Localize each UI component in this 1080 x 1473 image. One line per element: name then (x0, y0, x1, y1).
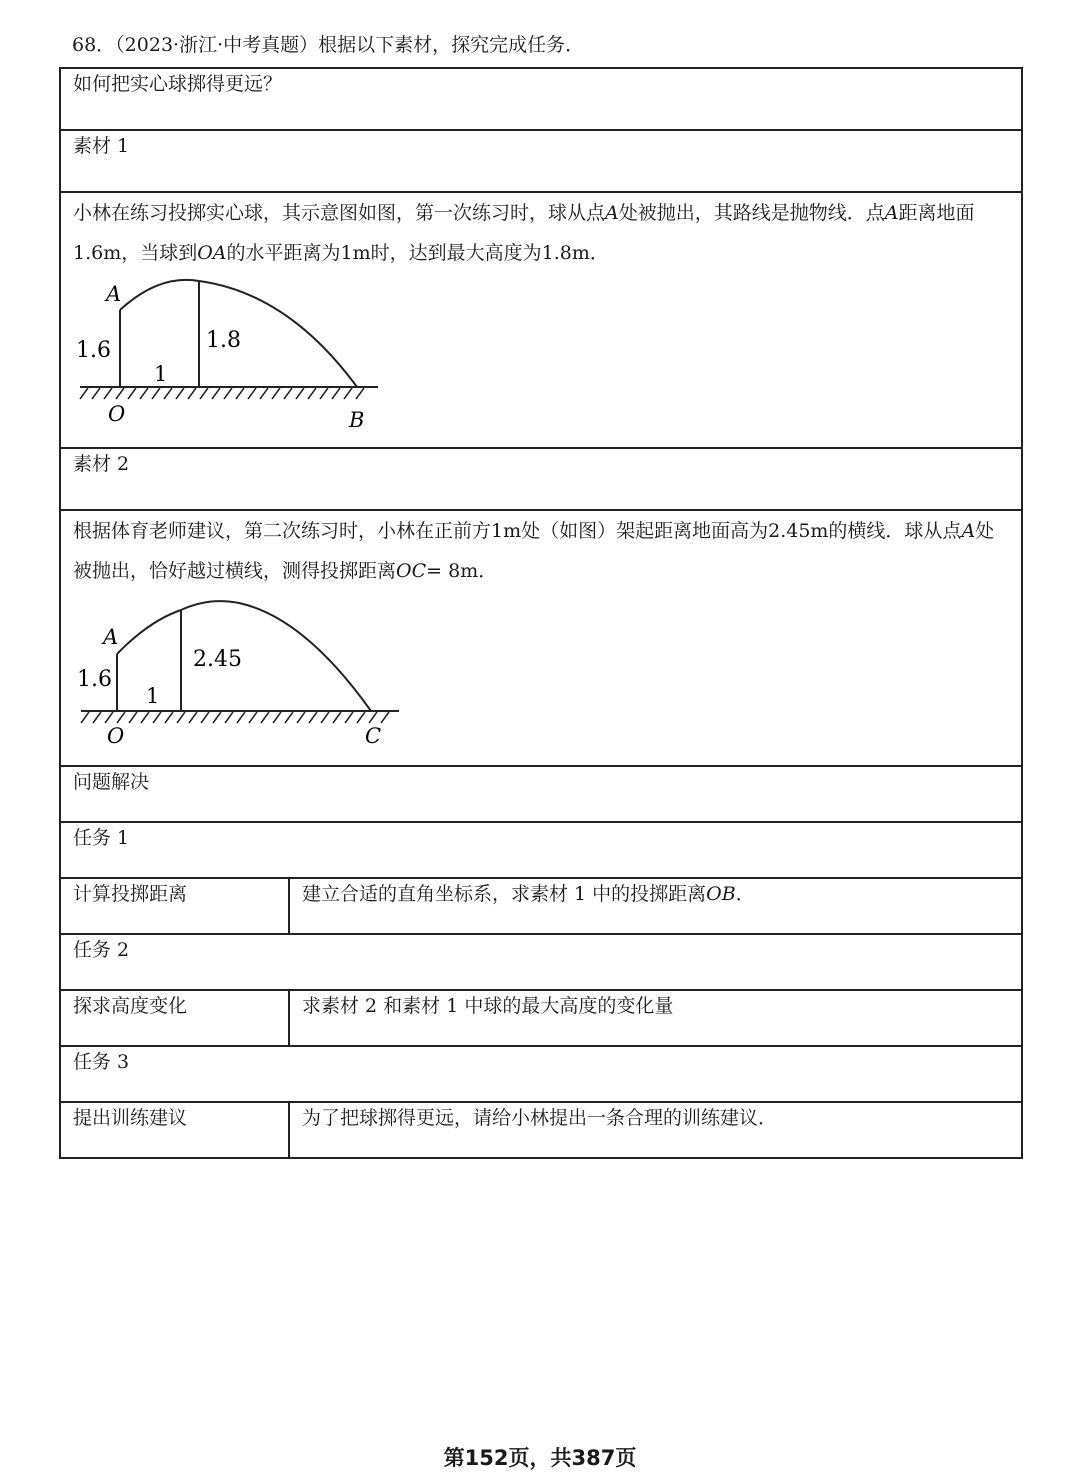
label-height-OA: 1.6 (76, 338, 111, 363)
material1-row (60, 192, 1022, 448)
task2-title: 任务 2 (60, 934, 1022, 990)
task2-row (60, 990, 1022, 1046)
task3-desc: 为了把球掷得更远，请给小林提出一条合理的训练建议． (289, 1102, 1022, 1158)
material1-header-row (60, 130, 1022, 192)
task2-name: 探求高度变化 (60, 990, 289, 1046)
material2-header-row (60, 448, 1022, 510)
task3-header-row (60, 1046, 1022, 1102)
task2-desc: 求素材 2 和素材 1 中球的最大高度的变化量 (289, 990, 1022, 1046)
material2-title: 素材 2 (60, 448, 1022, 510)
label-height-OA: 1.6 (77, 667, 112, 692)
label-horizontal: 1 (146, 684, 160, 708)
label-B: B (349, 408, 365, 432)
question-text: 如何把实心球掷得更远？ (60, 68, 1022, 130)
label-A: A (103, 625, 119, 649)
material2-text: 根据体育老师建议，第二次练习时，小林在正前方1m处（如图）架起距离地面高为2.45m的横线．球从点A处被抛出，恰好越过横线，测得投掷距离OC= 8m． (73, 520, 995, 582)
solve-header-row (60, 766, 1022, 822)
page-footer: 第152页，共387页 (443, 1446, 637, 1470)
ground-hatching (81, 712, 389, 723)
question-row (60, 68, 1022, 130)
task3-name: 提出训练建议 (60, 1102, 289, 1158)
task1-desc: 建立合适的直角坐标系，求素材 1 中的投掷距离OB． (289, 878, 1022, 934)
ground-hatching (80, 388, 364, 399)
material1-title: 素材 1 (60, 130, 1022, 192)
task-table (59, 67, 1023, 1159)
task2-header-row (60, 934, 1022, 990)
label-C: C (365, 724, 382, 748)
label-O: O (108, 402, 126, 426)
label-bar-height: 2.45 (193, 647, 242, 672)
material2-row (60, 510, 1022, 766)
material2-figure (69, 599, 409, 754)
solve-title: 问题解决 (60, 766, 1022, 822)
material1-cell (60, 192, 1022, 448)
material2-cell (60, 510, 1022, 766)
task1-header-row (60, 822, 1022, 878)
task1-title: 任务 1 (60, 822, 1022, 878)
task3-row (60, 1102, 1022, 1158)
material1-text: 小林在练习投掷实心球，其示意图如图，第一次练习时，球从点A处被抛出，其路线是抛物线．点A距离地面1.6m，当球到OA的水平距离为1m时，达到最大高度为1.8m． (73, 202, 975, 264)
label-O: O (107, 724, 125, 748)
material1-figure (68, 275, 388, 435)
label-A: A (106, 282, 122, 306)
task1-name: 计算投掷距离 (60, 878, 289, 934)
task1-row (60, 878, 1022, 934)
label-max-height: 1.8 (206, 328, 241, 353)
label-horizontal: 1 (154, 362, 168, 386)
task3-title: 任务 3 (60, 1046, 1022, 1102)
problem-heading: 68．（2023·浙江·中考真题）根据以下素材，探究完成任务． (72, 34, 585, 56)
